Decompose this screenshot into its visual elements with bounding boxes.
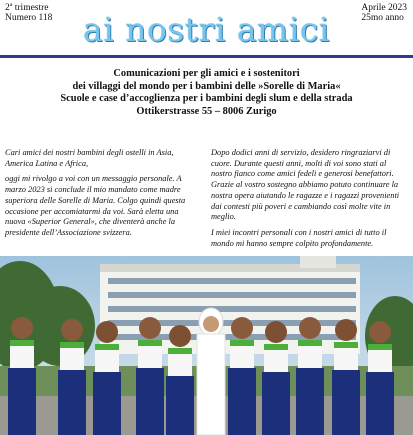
issue-number: Numero 118 [5, 13, 53, 23]
article-column-right [211, 148, 405, 254]
issue-year: 25mo anno [361, 13, 404, 23]
group-photo [0, 256, 413, 435]
photo-children [8, 308, 394, 435]
subheader-line-1: Comunicazioni per gli amici e i sostenitori [113, 68, 300, 79]
subheader-line-2: dei villaggi del mondo per i bambini delle »Sorelle di Maria« [72, 80, 341, 92]
subheader-line-3: Scuole e case d’accoglienza per i bambini degli slum e della strada [60, 93, 353, 104]
subheader [0, 68, 413, 118]
article-paragraph: oggi mi rivolgo a voi con un messaggio personale. A marzo 2023 si conclude il mio mandato come madre superiora delle Sorelle di Maria. Colgo quindi questa occasione per accomiatarmi da voi. Sarà eletta una nuova «Superior General», che diventerà anche la presidente dell’Associazione svizzera. [5, 174, 186, 237]
article-paragraph: I miei incontri personali con i nostri amici di tutto il mondo mi hanno sempre colpito profondamente. [211, 227, 387, 248]
issue-period: 2ª trimestre [5, 3, 49, 13]
photo-building [100, 256, 360, 354]
article-column-left [5, 148, 199, 244]
article-paragraph: Cari amici dei nostri bambini degli ostelli in Asia, America Latina e Africa, [5, 148, 174, 168]
masthead-rule [0, 55, 413, 58]
article-paragraph: Dopo dodici anni di servizio, desidero ringraziarvi di cuore. Durante questi anni, molti di voi sono stati al nostro fianco come amici fedeli e generosi benefattori. Grazie al vostro sostegno abbiamo potuto continuare la nostra opera aiutando le ragazze e i ragazzi provenienti dai contesti più poveri e cambiando così molte vite in meglio. [211, 148, 400, 222]
issue-date: Aprile 2023 [361, 3, 407, 13]
masthead-title: ai nostri amici [83, 10, 330, 49]
nun-figure [197, 308, 225, 435]
subheader-line-4: Ottikerstrasse 55 – 8006 Zurigo [136, 105, 277, 117]
